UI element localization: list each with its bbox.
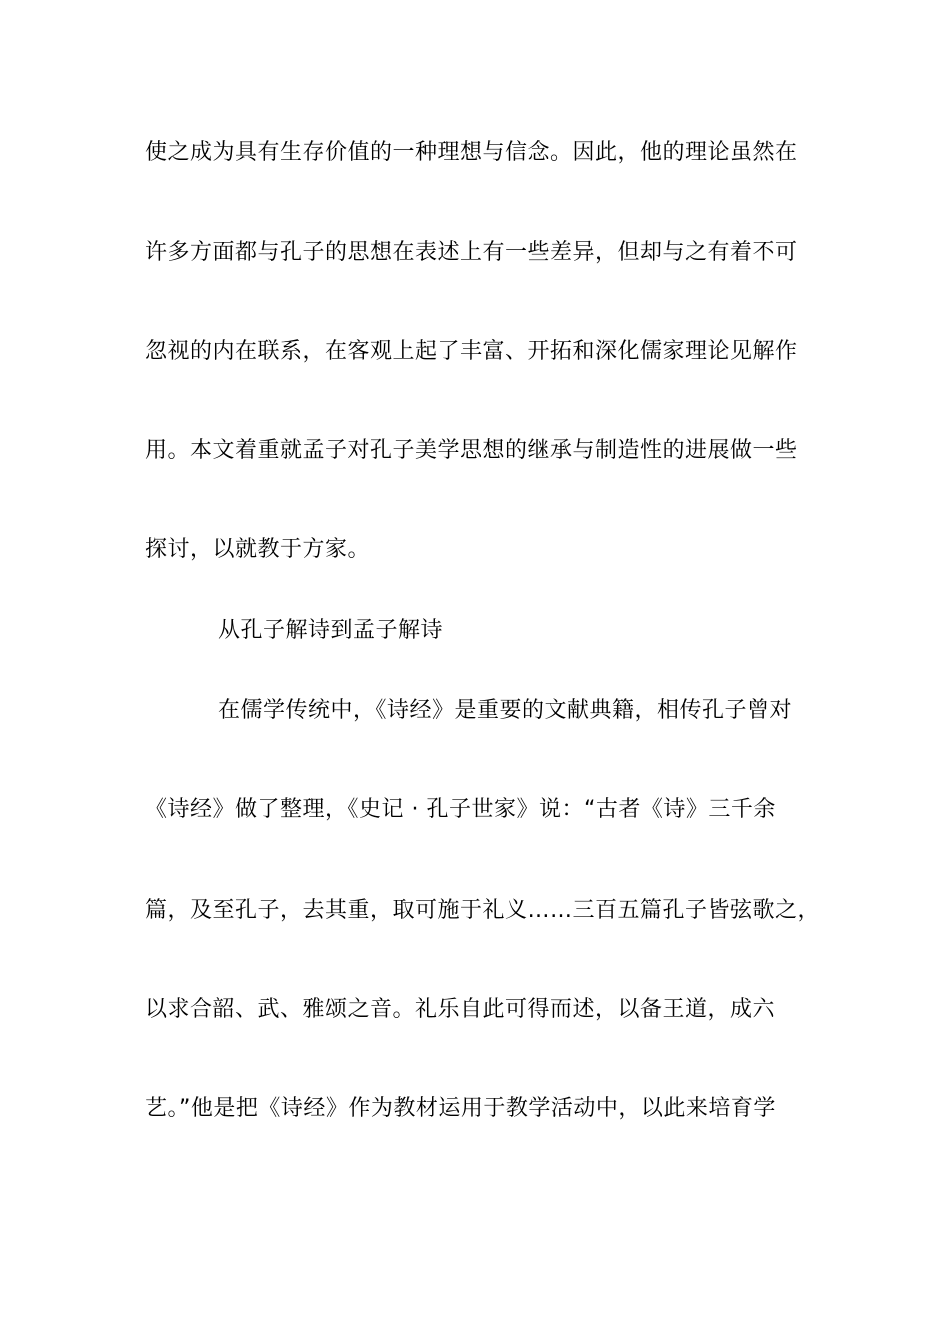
section-heading: 从孔子解诗到孟子解诗: [218, 618, 444, 643]
paragraph-line: 篇，及至孔子，去其重，取可施于礼义……三百五篇孔子皆弦歌之，: [145, 898, 821, 923]
paragraph-line: 忽视的内在联系，在客观上起了丰富、开拓和深化儒家理论见解作: [145, 339, 798, 364]
paragraph-line: 艺。”他是把《诗经》作为教材运用于教学活动中，以此来培育学: [145, 1096, 776, 1121]
paragraph-line: 在儒学传统中，《诗经》是重要的文献典籍，相传孔子曾对: [218, 698, 793, 723]
paragraph-line: 使之成为具有生存价值的一种理想与信念。因此，他的理论虽然在: [145, 140, 798, 165]
paragraph-line: 许多方面都与孔子的思想在表述上有一些差异，但却与之有着不可: [145, 240, 798, 265]
paragraph-line: 用。本文着重就孟子对孔子美学思想的继承与制造性的进展做一些: [145, 438, 798, 463]
paragraph-line: 探讨，以就教于方家。: [145, 537, 371, 562]
paragraph-line: 以求合韶、武、雅颂之音。礼乐自此可得而述，以备王道，成六: [145, 997, 776, 1022]
paragraph-line: 《诗经》做了整理，《史记 · 孔子世家》说：“古者《诗》三千余: [145, 797, 776, 822]
